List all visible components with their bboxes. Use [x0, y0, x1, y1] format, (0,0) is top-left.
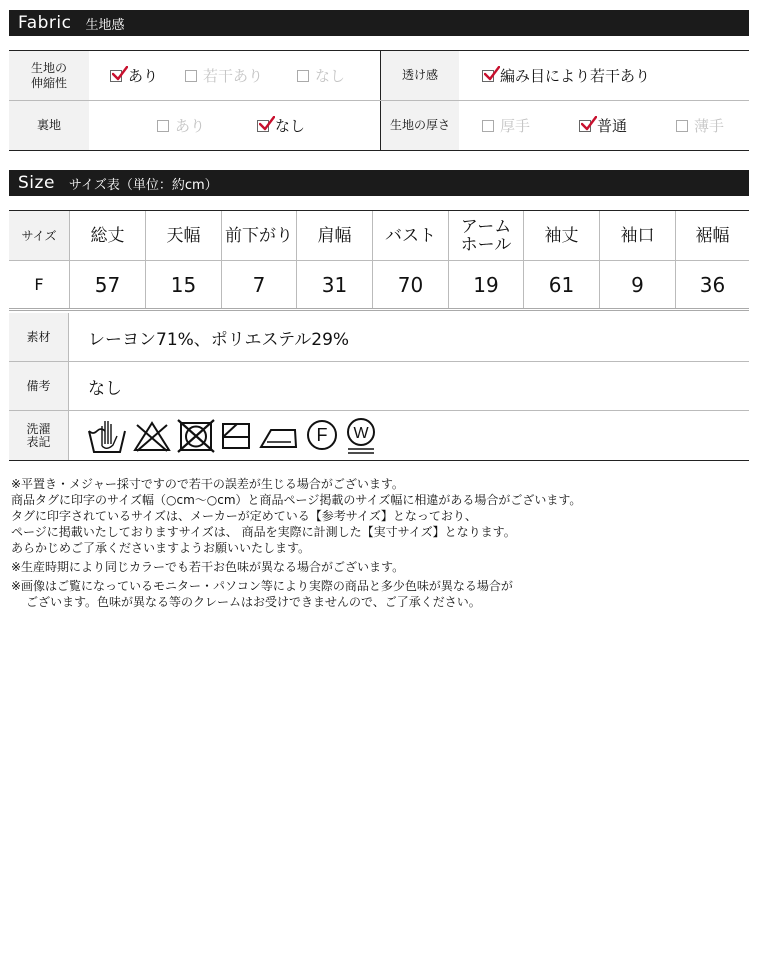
thickness-option-thin-label: 薄手 [694, 117, 725, 135]
size-value-cell: 15 [145, 261, 221, 308]
wet-clean-w-icon [345, 417, 377, 455]
stretch-option-jakkan-label: 若干あり [203, 67, 264, 85]
size-column-header: 総丈 [69, 211, 145, 260]
checkbox-checked-icon[interactable] [579, 120, 591, 132]
material-label: 素材 [9, 313, 69, 361]
stretch-option-ari[interactable] [110, 65, 185, 86]
note-line: あらかじめご了承くださいますようお願いいたします。 [11, 541, 311, 555]
size-value-cell: 7 [221, 261, 296, 308]
no-bleach-icon [133, 419, 171, 453]
size-value-cell: 31 [296, 261, 372, 308]
checkbox-checked-icon[interactable] [482, 70, 494, 82]
note-line: ※生産時期により同じカラーでも若干お色味が異なる場合がございます。 [11, 560, 405, 574]
remarks-label: 備考 [9, 362, 69, 410]
size-row-label: F [9, 261, 69, 308]
iron-low-icon [259, 422, 299, 450]
material-row [9, 313, 749, 362]
fabric-row-1 [9, 51, 749, 101]
remarks-value: なし [88, 378, 122, 399]
stretch-option-jakkan[interactable] [185, 65, 297, 86]
thickness-option-thick-label: 厚手 [500, 117, 531, 135]
note-line: ページに掲載いたしておりますサイズは、 商品を実際に計測した【実寸サイズ】となります。 [11, 525, 516, 539]
size-value-cell: 36 [675, 261, 749, 308]
wet-clean-w-letter: W [353, 424, 369, 442]
wash-label-line1: 洗濯 [26, 421, 51, 436]
note-line: ございます。色味が異なる等のクレームはお受けできませんので、ご了承ください。 [26, 595, 481, 609]
lining-label: 裏地 [9, 101, 89, 150]
stretch-option-nashi-label: なし [315, 67, 346, 85]
wash-label-line2: 表記 [26, 434, 51, 449]
size-table [9, 210, 749, 311]
notes [11, 476, 581, 610]
stretch-option-nashi[interactable] [297, 65, 345, 86]
note-line: ※画像はご覧になっているモニター・パソコン等により実際の商品と多少色味が異なる場合が [11, 579, 513, 593]
checkbox-empty-icon[interactable] [297, 70, 309, 82]
material-value: レーヨン71%、ポリエステル29% [88, 329, 350, 350]
checkbox-empty-icon[interactable] [676, 120, 688, 132]
detail-table [9, 313, 749, 461]
stretch-label [9, 51, 89, 100]
size-section-header [9, 170, 749, 196]
size-title: Size [18, 173, 55, 193]
remarks-row [9, 362, 749, 411]
stretch-label-line1: 生地の [30, 60, 67, 75]
wash-symbols [69, 411, 377, 460]
dry-clean-f-icon [305, 419, 339, 453]
size-column-header: アーム ホール [448, 211, 523, 260]
stretch-options [89, 51, 380, 100]
thickness-option-thick[interactable] [482, 115, 579, 136]
thickness-label: 生地の厚さ [380, 101, 459, 150]
lining-option-ari[interactable] [157, 115, 257, 136]
lining-option-nashi[interactable] [257, 115, 305, 136]
size-value-cell: 57 [69, 261, 145, 308]
size-value-cell: 61 [523, 261, 599, 308]
checkbox-checked-icon[interactable] [257, 120, 269, 132]
fabric-subtitle: 生地感 [85, 17, 125, 33]
size-column-header: バスト [372, 211, 448, 260]
sheer-option-label: 編み目により若干あり [500, 67, 651, 85]
wash-label [9, 411, 69, 460]
note-line: ※平置き・メジャー採寸ですので若干の誤差が生じる場合がございます。 [11, 477, 404, 491]
checkbox-empty-icon[interactable] [482, 120, 494, 132]
size-column-header: 袖口 [599, 211, 675, 260]
size-header-label: サイズ [9, 211, 69, 260]
wash-row [9, 411, 749, 460]
size-column-header: 天幅 [145, 211, 221, 260]
fabric-section-header [9, 10, 749, 36]
thickness-option-normal-label: 普通 [597, 117, 628, 135]
sheer-options [459, 51, 749, 100]
sheer-label: 透け感 [380, 51, 459, 100]
size-table-header-row [9, 211, 749, 261]
thickness-option-thin[interactable] [676, 115, 724, 136]
hand-wash-icon [87, 418, 127, 454]
line-dry-shade-icon [221, 421, 253, 451]
checkbox-checked-icon[interactable] [110, 70, 122, 82]
lining-options [89, 101, 380, 150]
note-line: タグに印字されているサイズは、メーカーが定めている【参考サイズ】となっており、 [11, 509, 477, 523]
thickness-options [459, 101, 749, 150]
size-value-cell: 70 [372, 261, 448, 308]
dry-clean-f-letter: F [316, 424, 328, 445]
checkbox-empty-icon[interactable] [157, 120, 169, 132]
checkbox-empty-icon[interactable] [185, 70, 197, 82]
note-line: 商品タグに印字のサイズ幅（○cm～○cm）と商品ページ掲載のサイズ幅に相違がある場合がございます。 [11, 493, 582, 507]
stretch-option-ari-label: あり [128, 67, 159, 85]
size-value-cell: 19 [448, 261, 523, 308]
fabric-row-2 [9, 101, 749, 150]
size-value-cell: 9 [599, 261, 675, 308]
size-column-header: 肩幅 [296, 211, 372, 260]
thickness-option-normal[interactable] [579, 115, 676, 136]
size-subtitle: サイズ表（単位：約cm） [68, 177, 218, 193]
fabric-table [9, 50, 749, 151]
size-table-value-row [9, 261, 749, 311]
lining-option-nashi-label: なし [275, 117, 306, 135]
fabric-title: Fabric [18, 13, 72, 33]
sheer-option-ari[interactable] [482, 65, 650, 86]
no-tumble-dry-icon [177, 419, 215, 453]
size-column-header: 前下がり [221, 211, 296, 260]
size-column-header: 袖丈 [523, 211, 599, 260]
lining-option-ari-label: あり [175, 117, 206, 135]
stretch-label-line2: 伸縮性 [30, 75, 67, 90]
size-column-header: 裾幅 [675, 211, 749, 260]
